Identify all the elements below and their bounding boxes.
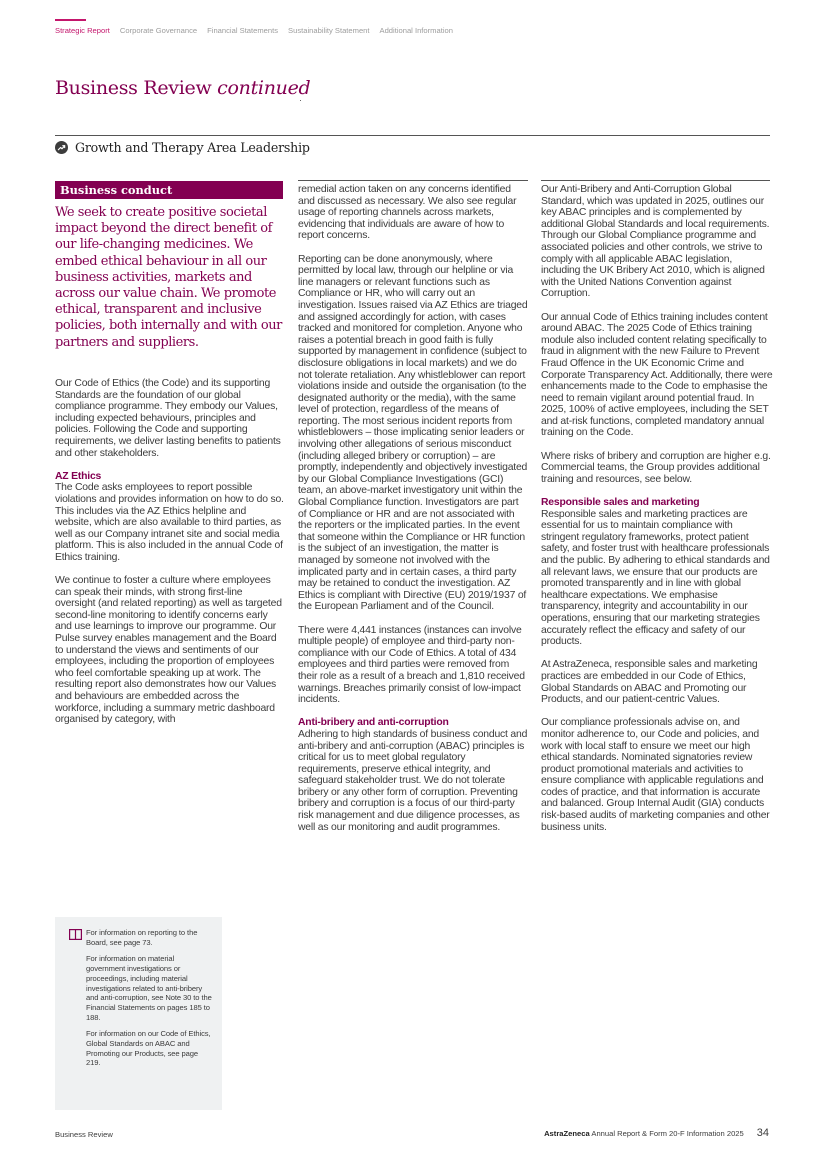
remedial-action-paragraph: remedial action taken on any concerns identified and discussed as necessary. We also see regular usage of reporting channels across markets, evidencing that individuals are aware of how to report concerns. (298, 184, 517, 242)
footer-right (544, 1127, 769, 1139)
column-1 (55, 378, 285, 726)
training-paragraph: Our annual Code of Ethics training includes content around ABAC. The 2025 Code of Ethics training module also included content relating specifically to fraud in alignment with the new Failure to Prevent Fraud Offence in the UK Economic Crime and Corporate Transparency Act. Additionally, there were enhancements made to the Code to emphasise the need to remain vigilant around potential fraud. In 2025, 100% of active employees, including the SET and at-risk functions, completed mandatory annual training on the Code. (541, 311, 773, 439)
compliance-professionals-paragraph: Our compliance professionals advise on, and monitor adherence to, our Code and policies, and work with local staff to ensure we meet our high ethical standards. Nominated signatories review product promotional materials and activities to ensure compliance with applicable regulations and codes of practice, and that information is accurate and balanced. Group Internal Audit (GIA) conducts risk-based audits of marketing companies and other business units. (541, 717, 770, 833)
responsible-sales-heading: Responsible sales and marketing (541, 497, 700, 509)
non-compliance-paragraph: There were 4,441 instances (instances can involve multiple people) of employee and third-party non-compliance with our Code of Ethics. A total of 434 employees and third parties were removed from their role as a result of a breach and 1,810 received warnings. Breaches primarily consist of low-impact incidents. (298, 624, 525, 706)
az-ethics-paragraph: The Code asks employees to report possible violations and provides information on how to do so. This includes via the AZ Ethics helpline and website, which are also available to third parties, as well as our Company intranet site and social media platform. This is also included in the annual Code of Ethics training. (55, 482, 284, 563)
code-of-ethics-paragraph: Our Code of Ethics (the Code) and its supporting Standards are the foundation of our global compliance programme. They embody our Values, including expected behaviours, principles and policies. Following the Code and supporting requirements, we deliver lasting benefits to patients and other stakeholders. (55, 378, 281, 459)
footer-document (544, 1129, 744, 1138)
column-3 (541, 184, 773, 833)
nav-additional-information[interactable]: Additional Information (379, 26, 453, 35)
page-title-suffix: continued (217, 77, 311, 99)
growth-chart-icon (55, 141, 68, 154)
footer-brand: AstraZeneca (544, 1129, 590, 1138)
az-ethics-heading: AZ Ethics (55, 470, 102, 482)
top-nav (55, 26, 453, 35)
column-2 (298, 184, 528, 833)
page-number: 34 (756, 1127, 769, 1139)
culture-paragraph: We continue to foster a culture where employees can speak their minds, with strong first-line oversight (and related reporting) as well as targeted second-line monitoring to identify concerns early and use learnings to improve our programme. Our Pulse survey enables management and the Board to understand the views and sentiments of our employees, including the proportion of employees who feel comfortable speaking up at work. The resulting report also demonstrates how our Values and behaviours are embedded across the workforce, including a summary metric dashboard organised by category, with (55, 575, 282, 726)
footer-section: Business Review (55, 1130, 113, 1139)
reporting-paragraph: Reporting can be done anonymously, where permitted by local law, through our helpline or via line managers or relevant functions such as Compliance or HR, who will carry out an investigation. Issues raised via AZ Ethics are triaged and assigned accordingly for action, with cases tracked and monitored for completion. Anyone who raises a potential breach in good faith is fully supported by management in confidence (subject to disclosure obligations in local markets) and we do not tolerate retaliation. Any whistleblower can report violations inside and outside the organisation (to the designated authority or the media), with the same level of protection, regardless of the means of reporting. The most serious incident reports from whistleblowers – those implicating senior leaders or involving other allegations of serious misconduct (including alleged bribery or corruption) – are promptly, independently and objectively investigated by our Global Compliance Investigations (GCI) team, an above-market investigatory unit within the Global Compliance function. Investigators are part of Compliance or HR and are not associated with the reporters or the implicated parties. In the event that someone within the Compliance or HR function is the subject of an investigation, the matter is managed by someone not involved with the implicated party and in certain cases, a third party may be retained to conduct the investigation. AZ Ethics is compliant with Directive (EU) 2019/1937 of the European Parliament and of the Council. (298, 253, 528, 613)
astrazeneca-practices-paragraph: At AstraZeneca, responsible sales and marketing practices are embedded in our Code of Ethics, Global Standards on ABAC and Promoting our Products, and our patient-centric Values. (541, 659, 758, 706)
business-conduct-bar: Business conduct (55, 181, 283, 199)
section-header (55, 140, 310, 155)
column-rule-3 (541, 180, 770, 181)
page-title-main: Business Review (55, 77, 212, 99)
nav-corporate-governance[interactable]: Corporate Governance (119, 26, 198, 35)
decorative-dot (300, 100, 301, 101)
abac-standard-paragraph: Our Anti-Bribery and Anti-Corruption Global Standard, which was updated in 2025, outlines our key ABAC principles and is complemented by additional Global Standards and local requirements. Through our Global Compliance programme and associated policies and other controls, we strive to comply with all applicable ABAC legislation, including the UK Bribery Act 2010, which is aligned with the United Nations Convention against Corruption. (541, 184, 770, 300)
footer-doc-title: Annual Report & Form 20-F Information 2025 (591, 1129, 744, 1138)
info-note-3: For information on our Code of Ethics, Global Standards on ABAC and Promoting our Products, see page 219. (86, 1029, 211, 1068)
info-note-2: For information on material government investigations or proceedings, including material investigations related to anti-bribery and anti-corruption, see Note 30 to the Financial Statements on pages 185 to 188. (86, 954, 212, 1022)
column-rule-2 (298, 180, 528, 181)
nav-active-indicator (55, 19, 86, 21)
lead-statement: We seek to create positive societal impact beyond the direct benefit of our life-changing medicines. We embed ethical behaviour in all our business activities, markets and across our value chain. We promote ethical, transparent and inclusive policies, both internally and with our partners and suppliers. (55, 205, 282, 350)
nav-financial-statements[interactable]: Financial Statements (207, 26, 279, 35)
anti-bribery-paragraph: Adhering to high standards of business conduct and anti-bribery and anti-corruption (ABAC) principles is critical for us to meet global regulatory requirements, preserve ethical integrity, and safeguard stakeholder trust. We do not tolerate bribery or any other form of corruption. Preventing bribery and corruption is a focus of our third-party risk management and due diligence processes, as well as our monitoring and audit programmes. (298, 728, 528, 833)
anti-bribery-heading: Anti-bribery and anti-corruption (298, 717, 449, 729)
section-label: Growth and Therapy Area Leadership (75, 140, 310, 155)
nav-strategic-report[interactable]: Strategic Report (55, 26, 110, 35)
page-title (55, 77, 310, 99)
info-note-1: For information on reporting to the Board, see page 73. (86, 928, 198, 947)
risk-paragraph: Where risks of bribery and corruption are higher e.g. Commercial teams, the Group provides additional training and resources, see below. (541, 450, 771, 485)
nav-sustainability-statement[interactable]: Sustainability Statement (288, 26, 370, 35)
book-icon (69, 929, 82, 940)
section-rule (55, 135, 770, 136)
responsible-sales-paragraph: Responsible sales and marketing practices are essential for us to maintain compliance with stringent regulatory frameworks, protect patient safety, and foster trust with healthcare professionals and the public. By adhering to ethical standards and all relevant laws, we ensure that our products are promoted transparently and in line with global healthcare expectations. We emphasise transparency, integrity and accountability in our operations, ensuring that our marketing strategies accurately reflect the efficacy and safety of our products. (541, 508, 770, 648)
info-box (55, 917, 222, 1110)
